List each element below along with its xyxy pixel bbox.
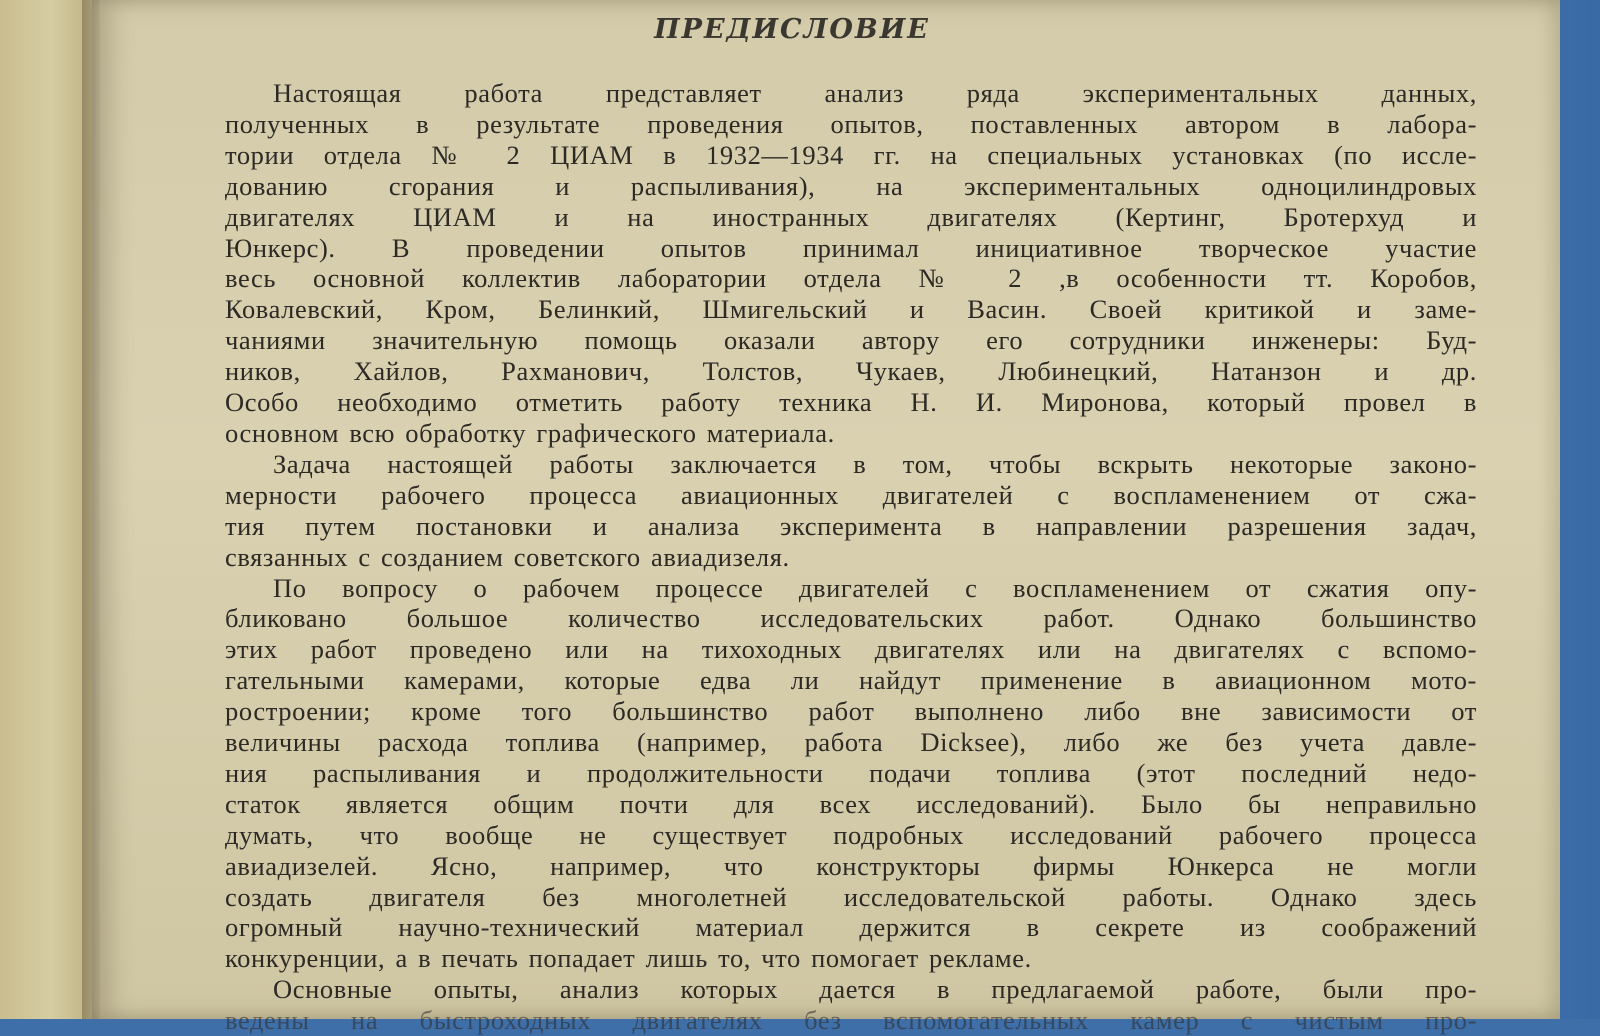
page-gutter-shadow [82,0,100,1019]
body-text [225,78,1477,1036]
text-line: Юнкерс). В проведении опытов принимал инициативное творческое участие [225,232,1477,263]
text-line: Ковалевский, Кром, Белинкий, Шмигельский и Васин. Своей критикой и заме- [225,294,1477,325]
text-line: Настоящая работа представляет анализ ряда экспериментальных данных, [273,78,1477,108]
text-line: двигателях ЦИАМ и на иностранных двигателях (Кертинг, Бротерхуд и [225,201,1477,232]
text-line: думать, что вообще не существует подробных исследований рабочего процесса [225,819,1477,850]
text-line: связанных с созданием советского авиадизеля. [225,541,790,572]
text-line: мерности рабочего процесса авиационных двигателей с воспламенением от сжа- [225,479,1477,510]
text-line: Особо необходимо отметить работу техника Н. И. Миронова, который провел в [225,387,1477,418]
text-line: конкуренции, а в печать попадает лишь то, что помогает рекламе. [225,943,1032,974]
text-line: дованию сгорания и распыливания), на экспериментальных одноцилиндровых [225,170,1477,201]
facing-page-edge [0,0,92,1019]
text-line: ведены на быстроходных двигателях без вспомогательных камер с чистым про- [225,1005,1477,1036]
text-line: ростроении; кроме того большинство работ выполнено либо вне зависимости от [225,696,1477,727]
text-line: тории отдела № 2 ЦИАМ в 1932—1934 гг. на специальных установках (по иссле- [225,139,1477,170]
text-line: статок является общим почти для всех исследований). Было бы неправильно [225,788,1477,819]
text-line: чаниями значительную помощь оказали автору его сотрудники инженеры: Буд- [225,325,1477,356]
text-line: величины расхода топлива (например, работа Dicksee), либо же без учета давле- [225,727,1477,758]
text-line: бликовано большое количество исследовательских работ. Однако большинство [225,603,1477,634]
text-line: По вопросу о рабочем процессе двигателей с воспламенением от сжатия опу- [273,572,1477,603]
text-line: основном всю обработку графического материала. [225,417,835,448]
text-line: весь основной коллектив лаборатории отдела № 2 ,в особенности тт. Коробов, [225,263,1477,294]
text-line: гательными камерами, которые едва ли найдут применение в авиационном мото- [225,665,1477,696]
text-line: авиадизелей. Ясно, например, что конструкторы фирмы Юнкерса не могли [225,850,1477,881]
book-page [92,0,1560,1036]
text-line: этих работ проведено или на тихоходных двигателях или на двигателях с вспомо- [225,634,1477,665]
text-line: тия путем постановки и анализа эксперимента в направлении разрешения задач, [225,510,1477,541]
text-line: создать двигателя без многолетней исследовательской работы. Однако здесь [225,881,1477,912]
text-line: ников, Хайлов, Рахманович, Толстов, Чукаев, Любинецкий, Натанзон и др. [225,356,1477,387]
text-line: огромный научно-технический материал держится в секрете из соображений [225,912,1477,943]
page-heading: ПРЕДИСЛОВИЕ [654,14,930,45]
text-line: Основные опыты, анализ которых дается в предлагаемой работе, были про- [273,974,1477,1005]
text-line: ния распыливания и продолжительности подачи топлива (этот последний недо- [225,757,1477,788]
text-line: полученных в результате проведения опытов, поставленных автором в лабора- [225,108,1477,139]
text-line: Задача настоящей работы заключается в том, чтобы вскрыть некоторые законо- [273,448,1477,479]
